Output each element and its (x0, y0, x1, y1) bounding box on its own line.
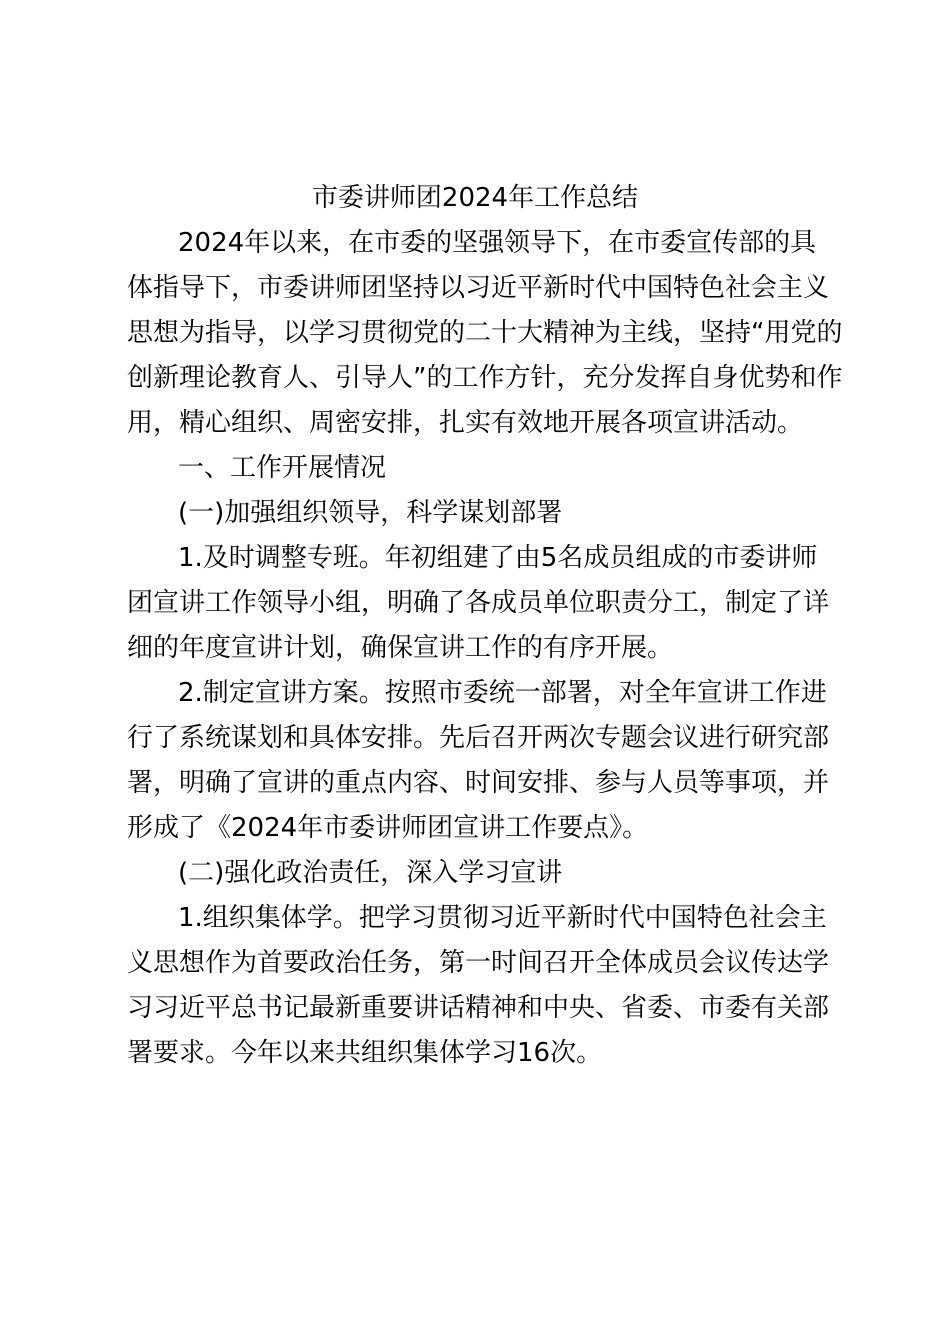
text-line: 义思想作为首要政治任务，第一时间召开全体成员会议传达学 (127, 948, 830, 978)
text-line: 习习近平总书记最新重要讲话精神和中央、省委、市委有关部 (127, 993, 830, 1023)
document-title: 市委讲师团2024年工作总结 (311, 183, 639, 213)
text-line: 行了系统谋划和具体安排。先后召开两次专题会议进行研究部 (127, 723, 830, 753)
text-line: 用，精心组织、周密安排，扎实有效地开展各项宣讲活动。 (127, 408, 804, 438)
subsection-heading: (二)强化政治责任，深入学习宣讲 (178, 858, 563, 888)
text-line: 2.制定宣讲方案。按照市委统一部署，对全年宣讲工作进 (178, 678, 827, 708)
text-line: 形成了《2024年市委讲师团宣讲工作要点》。 (127, 813, 649, 843)
text-line: 团宣讲工作领导小组，明确了各成员单位职责分工，制定了详 (127, 588, 830, 618)
text-line: 体指导下，市委讲师团坚持以习近平新时代中国特色社会主义 (127, 273, 830, 303)
section-heading: 一、工作开展情况 (178, 453, 387, 483)
text-line: 2024年以来，在市委的坚强领导下，在市委宣传部的具 (178, 228, 817, 258)
text-line: 细的年度宣讲计划，确保宣讲工作的有序开展。 (127, 633, 674, 663)
text-line: 1.组织集体学。把学习贯彻习近平新时代中国特色社会主 (178, 903, 827, 933)
text-line: 创新理论教育人、引导人”的工作方针，充分发挥自身优势和作 (127, 363, 843, 393)
text-line: 思想为指导，以学习贯彻党的二十大精神为主线，坚持“用党的 (127, 318, 843, 348)
text-line: 署要求。今年以来共组织集体学习16次。 (127, 1038, 603, 1068)
text-line: 1.及时调整专班。年初组建了由5名成员组成的市委讲师 (178, 543, 818, 573)
subsection-heading: (一)加强组织领导，科学谋划部署 (178, 498, 563, 528)
text-line: 署，明确了宣讲的重点内容、时间安排、参与人员等事项，并 (127, 768, 830, 798)
